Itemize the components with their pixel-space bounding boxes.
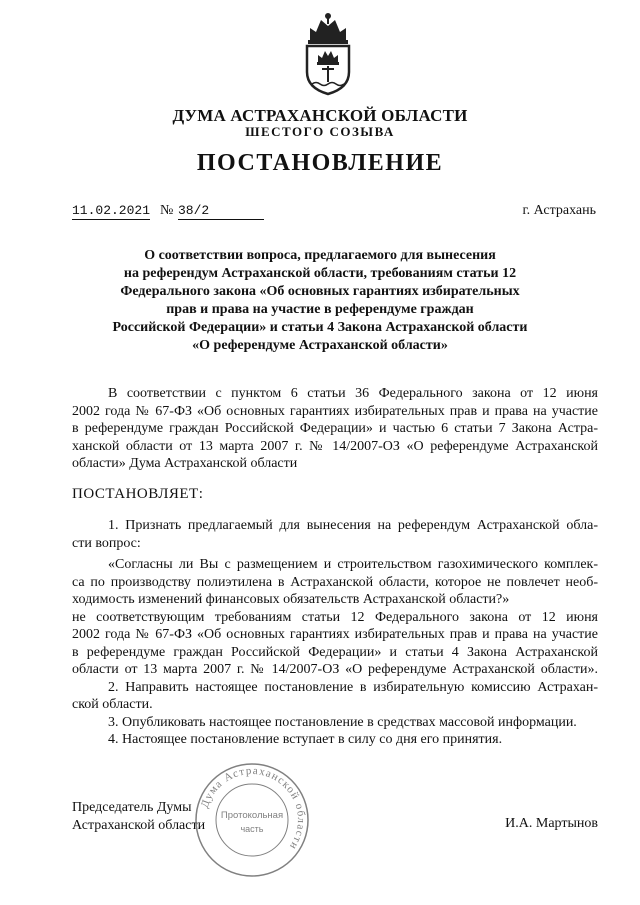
title-line: на референдум Астраханской области, требованиям статьи 12: [123, 266, 517, 281]
question-line: ходимость изменений финансовых обязательств Астраханской области?»: [72, 592, 510, 607]
text-line: области» Дума Астраханской области: [72, 456, 298, 471]
signatory-name: И.А. Мартынов: [505, 816, 598, 831]
title-line: О соответствии вопроса, предлагаемого для вынесения: [144, 248, 496, 263]
text-line: 2002 года № 67-ФЗ «Об основных гарантиях избирательных прав и права на участие: [72, 627, 598, 642]
text-line: В соответствии с пунктом 6 статьи 36 Федерального закона от 12 июня: [108, 386, 598, 401]
text-line: ханской области от 13 марта 2007 г. № 14/2007-ОЗ «О референдуме Астраханской: [72, 438, 598, 454]
organization-title: ДУМА АСТРАХАНСКОЙ ОБЛАСТИ: [172, 106, 468, 125]
number-sign: №: [160, 203, 174, 218]
text-line: не соответствующим требованиям статьи 12 Федерального закона от 12 июня: [72, 609, 598, 625]
text-line: 3. Опубликовать настоящее постановление в средствах массовой информации.: [108, 714, 577, 730]
astrakhan-coat-of-arms-icon: [302, 10, 354, 96]
decree-word: ПОСТАНОВЛЯЕТ:: [72, 486, 204, 502]
text-line: 2002 года № 67-ФЗ «Об основных гарантиях избирательных прав и права на участие: [72, 403, 598, 419]
text-line: 4. Настоящее постановление вступает в силу со дня его принятия.: [108, 732, 503, 747]
document-number: 38/2: [178, 203, 264, 220]
position-line: Астраханской области: [72, 817, 206, 833]
text-line: сти вопрос:: [72, 535, 141, 551]
question-line: «Согласны ли Вы с размещением и строительством газохимического комплек-: [108, 557, 598, 572]
document-title: [90, 247, 550, 355]
title-line: Федерального закона «Об основных гарантиях избирательных: [120, 284, 520, 299]
stamp-center-line: часть: [240, 824, 264, 834]
document-type-heading: ПОСТАНОВЛЕНИЕ: [196, 150, 444, 176]
decree-items: [72, 517, 598, 749]
text-line: в референдуме граждан Российской Федерации» и частью 6 статьи 7 Закона Астра-: [72, 421, 598, 436]
title-line: Российской Федерации» и статьи 4 Закона Астраханской области: [112, 320, 528, 335]
text-line: 2. Направить настоящее постановление в избирательную комиссию Астрахан-: [108, 679, 598, 695]
convocation-subtitle: ШЕСТОГО СОЗЫВА: [245, 124, 395, 139]
position-line: Председатель Думы: [72, 800, 192, 815]
title-line: «О референдуме Астраханской области»: [192, 338, 448, 353]
document-date: 11.02.2021: [72, 203, 151, 218]
title-line: прав и права на участие в референдуме граждан: [166, 302, 474, 317]
official-stamp: [192, 760, 312, 880]
stamp-ring-text: Дума Астраханской области: [198, 764, 308, 853]
text-line: в референдуме граждан Российской Федерации» и статьи 4 Закона Астраханской: [72, 644, 598, 660]
signatory-position: [72, 799, 205, 834]
document-place: г. Астрахань: [522, 203, 596, 218]
text-line: области от 13 марта 2007 г. № 14/2007-ОЗ «О референдуме Астраханской области».: [72, 662, 598, 677]
text-line: 1. Признать предлагаемый для вынесения на референдум Астраханской обла-: [108, 518, 598, 533]
question-line: са по производству полиэтилена в Астраханской области, которое не повлечет необ-: [72, 574, 598, 590]
stamp-center-line: Протокольная: [220, 810, 284, 821]
preamble-paragraph: [72, 385, 598, 473]
text-line: ской области.: [72, 697, 153, 712]
